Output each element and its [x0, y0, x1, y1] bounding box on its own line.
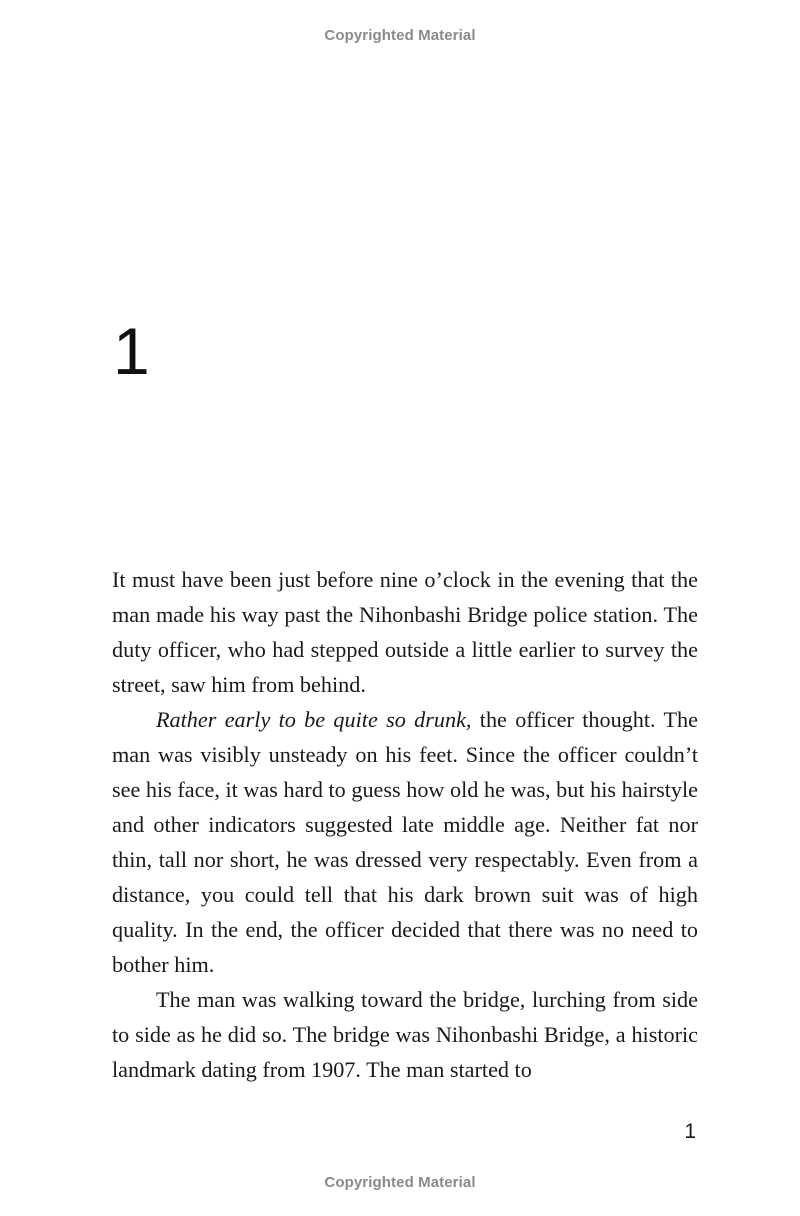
- paragraph-3: The man was walking toward the bridge, lurching from side to side as he did so. The bridge was Nihonbashi Bridge, a historic landmark dating from 1907. The man started to: [112, 987, 698, 1082]
- copyright-watermark-top: Copyrighted Material: [324, 27, 476, 44]
- chapter-number: 1: [113, 314, 150, 388]
- paragraph-2-text: the officer thought. The man was visibly unsteady on his feet. Since the officer couldn’t see his face, it was hard to guess how old he was, but his hairstyle and other indicators suggested late middle age. Neither fat nor thin, tall nor short, he was dressed very respectably. Even from a distance, you could tell that his dark brown suit was of high quality. In the end, the officer decided that there was no need to bother him.: [112, 707, 698, 977]
- italic-thought: Rather early to be quite so drunk,: [156, 707, 472, 732]
- paragraph-2: [112, 702, 698, 982]
- chapter-body: [112, 562, 698, 1087]
- paragraph-1: It must have been just before nine o’clock in the evening that the man made his way past the Nihonbashi Bridge police station. The duty officer, who had stepped outside a little earlier to survey the street, saw him from behind.: [112, 567, 698, 697]
- copyright-watermark-bottom: Copyrighted Material: [324, 1174, 476, 1191]
- page-number: 1: [684, 1120, 696, 1143]
